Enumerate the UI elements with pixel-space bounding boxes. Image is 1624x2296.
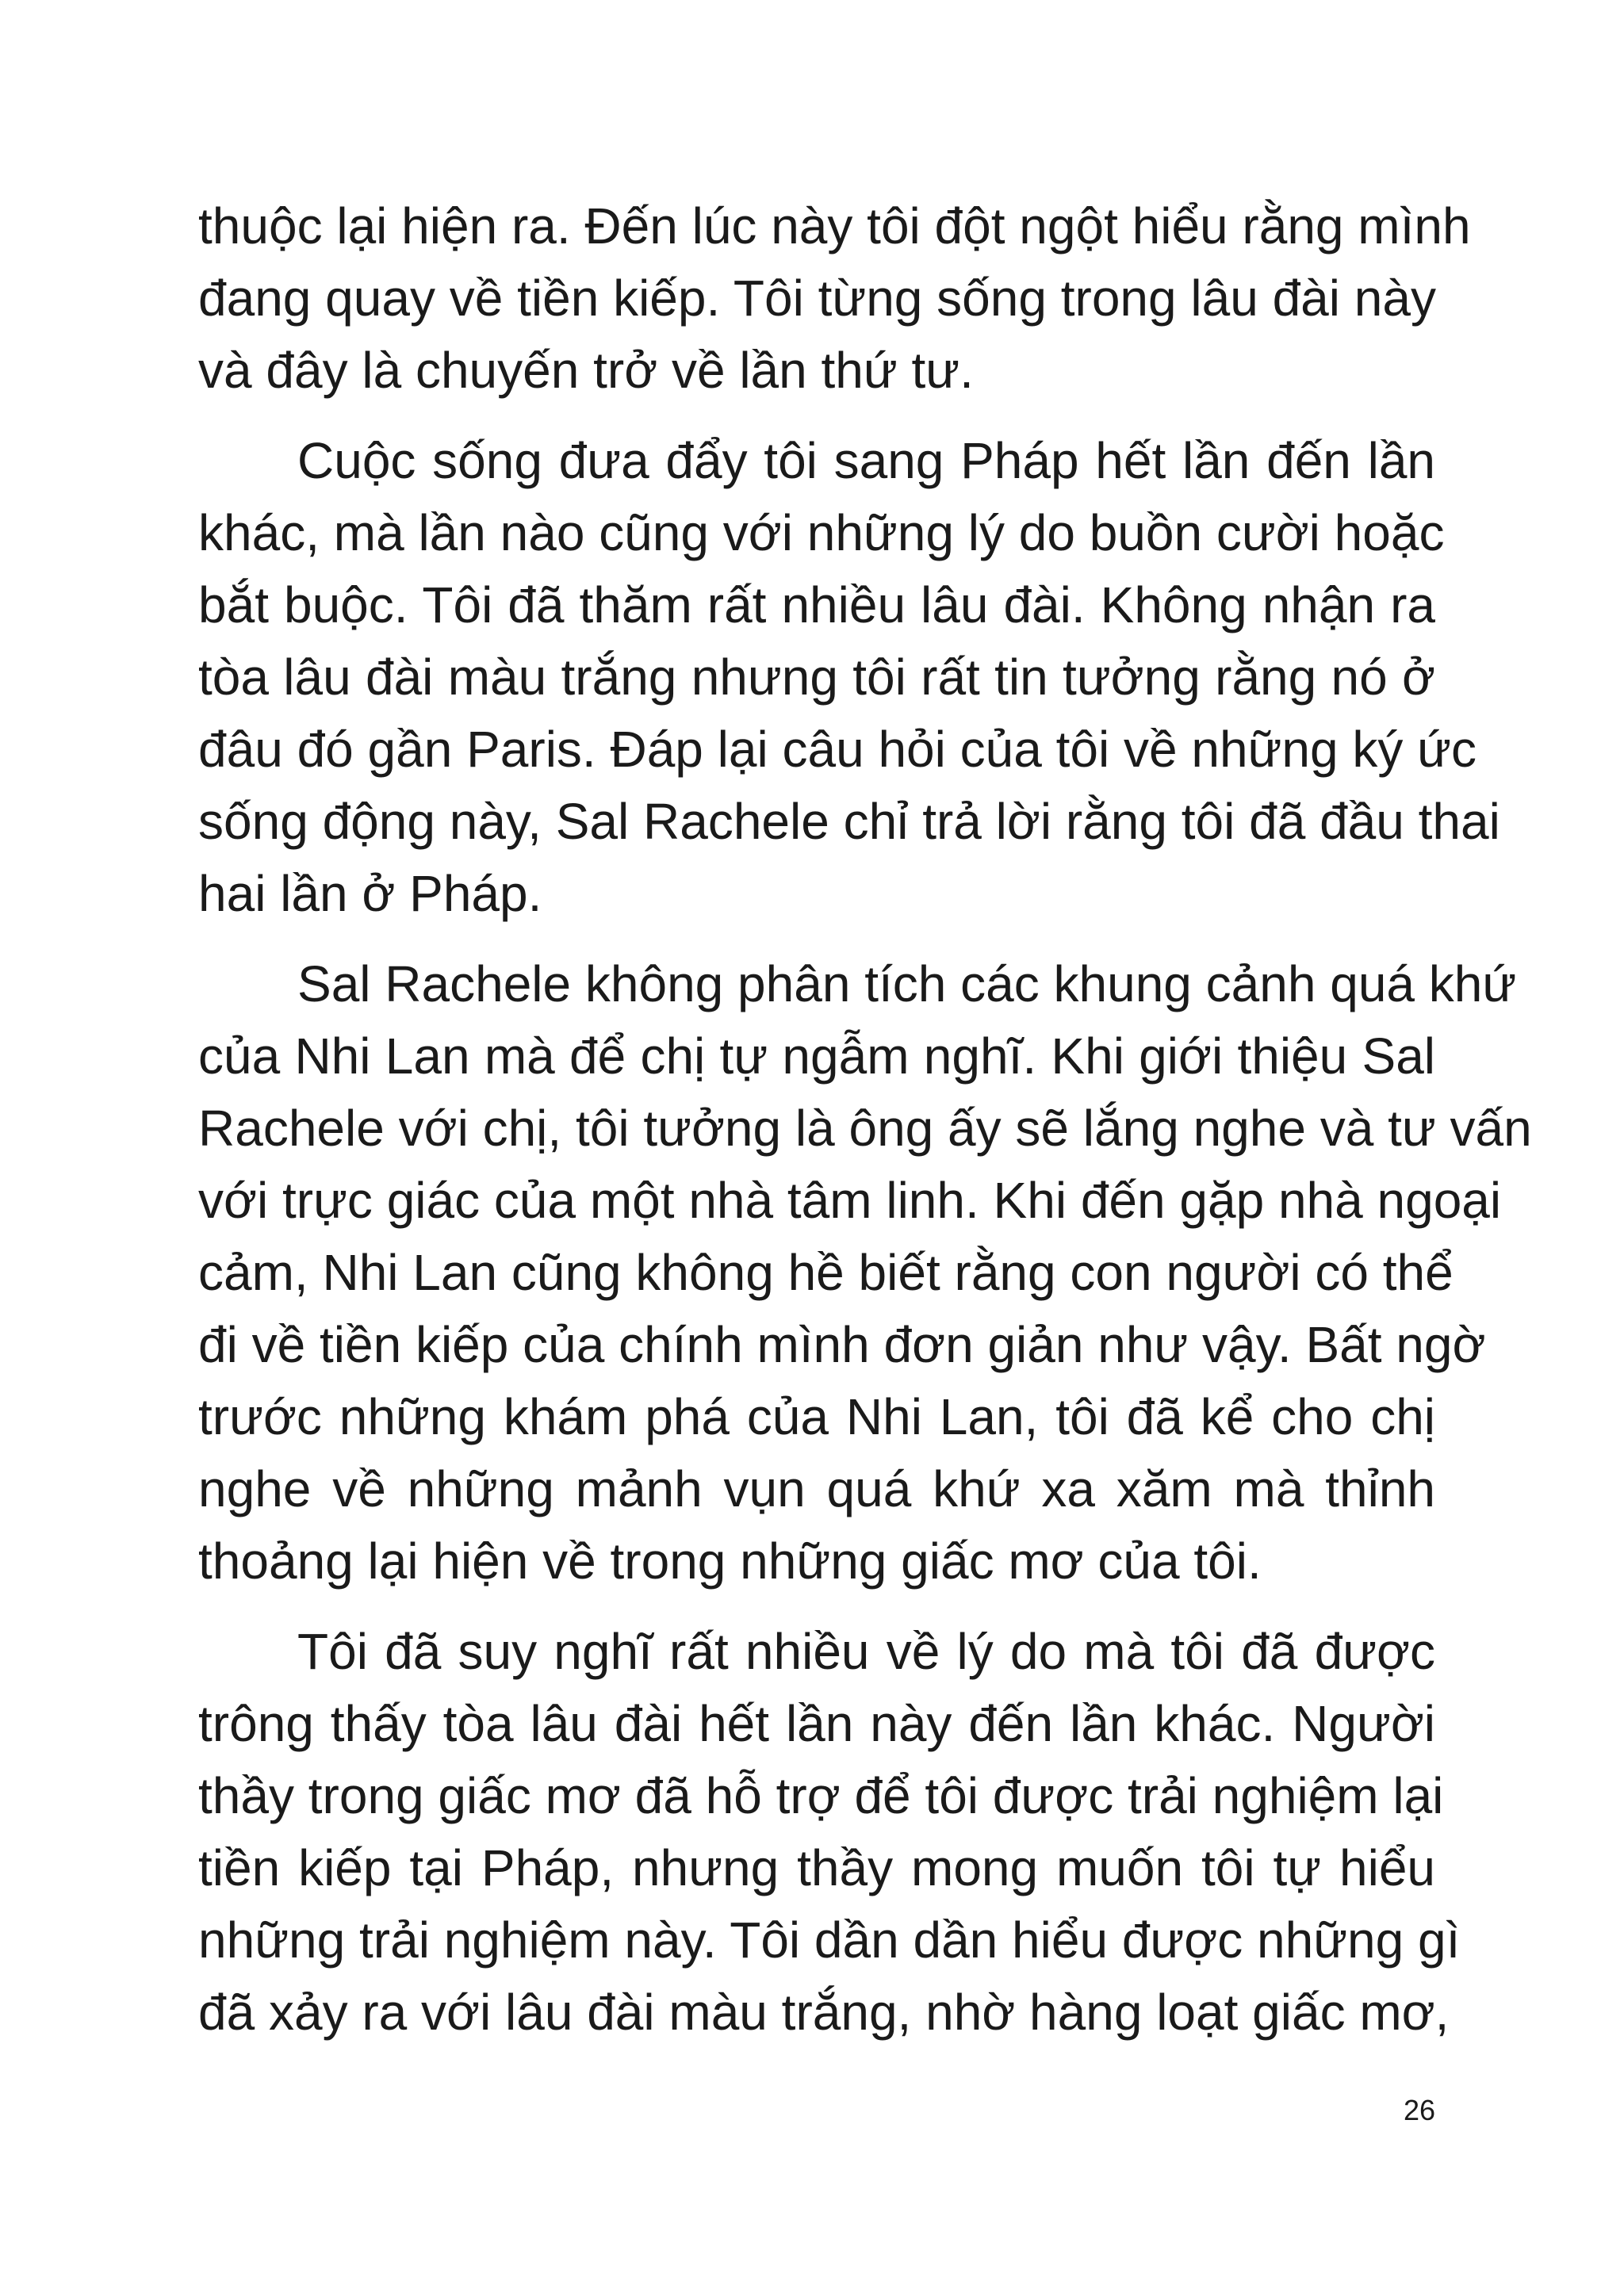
text-line: thuộc lại hiện ra. Đến lúc này tôi đột ngột hiểu rằng mình: [198, 197, 1471, 254]
page-body: [198, 190, 1532, 2049]
text-line: đi về tiền kiếp của chính mình đơn giản như vậy. Bất ngờ: [198, 1316, 1486, 1373]
text-line: trước những khám phá của Nhi Lan, tôi đã kể cho chị: [198, 1388, 1435, 1445]
paragraph-2: [198, 425, 1500, 930]
text-line: thoảng lại hiện về trong những giấc mơ của tôi.: [198, 1533, 1262, 1590]
text-line: sống động này, Sal Rachele chỉ trả lời rằng tôi đã đầu thai: [198, 793, 1500, 850]
text-line: Sal Rachele không phân tích các khung cảnh quá khứ: [297, 955, 1517, 1012]
text-line: với trực giác của một nhà tâm linh. Khi đến gặp nhà ngoại: [198, 1172, 1502, 1229]
text-line: đâu đó gần Paris. Đáp lại câu hỏi của tôi về những ký ức: [198, 721, 1477, 778]
text-line: nghe về những mảnh vụn quá khứ xa xăm mà thỉnh: [198, 1460, 1435, 1517]
text-line: cảm, Nhi Lan cũng không hề biết rằng con người có thể: [198, 1244, 1454, 1301]
page-number: 26: [1404, 2094, 1436, 2126]
text-line: tiền kiếp tại Pháp, nhưng thầy mong muốn tôi tự hiểu: [198, 1839, 1435, 1896]
paragraph-4: [198, 1616, 1461, 2049]
text-line: đã xảy ra với lâu đài màu trắng, nhờ hàng loạt giấc mơ,: [198, 1984, 1450, 2041]
text-line: hai lần ở Pháp.: [198, 865, 542, 922]
text-line: bắt buộc. Tôi đã thăm rất nhiều lâu đài. Không nhận ra: [198, 576, 1435, 633]
text-line: của Nhi Lan mà để chị tự ngẫm nghĩ. Khi giới thiệu Sal: [198, 1027, 1435, 1085]
text-line: tòa lâu đài màu trắng nhưng tôi rất tin tưởng rằng nó ở: [198, 649, 1435, 706]
paragraph-1: [198, 190, 1471, 407]
text-line: Cuộc sống đưa đẩy tôi sang Pháp hết lần đến lần: [297, 432, 1435, 489]
text-line: đang quay về tiền kiếp. Tôi từng sống trong lâu đài này: [198, 270, 1436, 327]
text-line: khác, mà lần nào cũng với những lý do buồn cười hoặc: [198, 504, 1445, 561]
paragraph-3: [198, 948, 1532, 1598]
text-line: Rachele với chị, tôi tưởng là ông ấy sẽ lắng nghe và tư vấn: [198, 1100, 1532, 1157]
text-line: thầy trong giấc mơ đã hỗ trợ để tôi được trải nghiệm lại: [198, 1767, 1444, 1824]
text-line: Tôi đã suy nghĩ rất nhiều về lý do mà tôi đã được: [297, 1623, 1435, 1680]
text-line: và đây là chuyến trở về lần thứ tư.: [198, 342, 974, 399]
text-line: những trải nghiệm này. Tôi dần dần hiểu được những gì: [198, 1911, 1461, 1969]
text-line: trông thấy tòa lâu đài hết lần này đến lần khác. Người: [198, 1695, 1435, 1752]
